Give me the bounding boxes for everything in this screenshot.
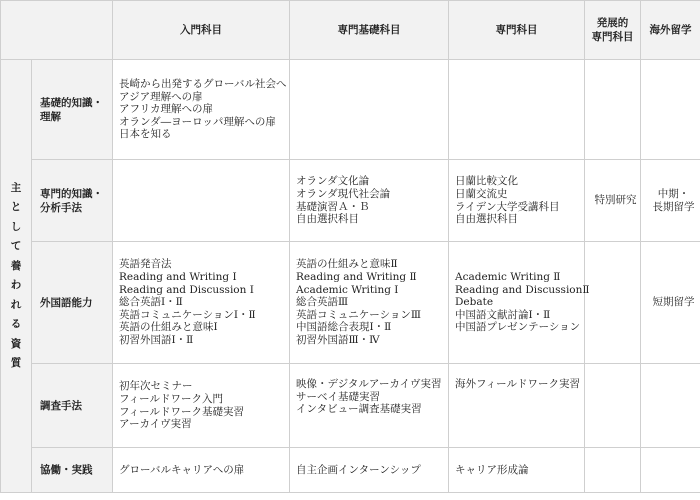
cell-basic: [290, 60, 449, 160]
table-row: [1, 60, 700, 160]
cell-abroad: [641, 448, 700, 493]
col-header-advanced-line2: 専門科目: [591, 31, 634, 43]
row-head-basic-knowledge: 基礎的知識・ 理解: [32, 60, 113, 160]
cell-abroad: [641, 364, 700, 448]
row-group-label: [1, 60, 32, 493]
cell-intro: 初年次セミナー フィールドワーク入門 フィールドワーク基礎実習 アーカイヴ実習: [113, 364, 290, 448]
cell-advanced: [585, 60, 641, 160]
cell-basic: 映像・デジタルアーカイヴ実習 サーベイ基礎実習 インタビュー調査基礎実習: [290, 364, 449, 448]
cell-abroad: 短期留学: [641, 242, 700, 364]
cell-abroad: [641, 60, 700, 160]
cell-advanced: [585, 242, 641, 364]
corner-cell: [1, 1, 113, 60]
header-row: [1, 1, 700, 60]
cell-basic: 英語の仕組みと意味Ⅱ Reading and Writing Ⅱ Academic Writing Ⅰ 総合英語Ⅲ 英語コミュニケーションⅢ 中国語総合表現Ⅰ・Ⅱ 初習外国語Ⅲ・Ⅳ: [290, 242, 449, 364]
cell-intro: [113, 160, 290, 242]
col-header-advanced-line1: 発展的: [596, 17, 629, 29]
cell-intro: 長崎から出発するグローバル社会へ アジア理解への扉 アフリカ理解への扉 オランダ―ヨーロッパ理解への扉 日本を知る: [113, 60, 290, 160]
cell-specialized: 海外フィールドワーク実習: [449, 364, 585, 448]
cell-intro: グローバルキャリアへの扉: [113, 448, 290, 493]
cell-advanced: 特別研究: [585, 160, 641, 242]
col-header-intro: 入門科目: [113, 1, 290, 60]
cell-advanced: [585, 364, 641, 448]
row-head-collaboration: 協働・実践: [32, 448, 113, 493]
cell-basic: 自主企画インターンシップ: [290, 448, 449, 493]
table-row: [1, 448, 700, 493]
row-head-language: 外国語能力: [32, 242, 113, 364]
table-row: [1, 242, 700, 364]
cell-advanced: [585, 448, 641, 493]
table-row: [1, 364, 700, 448]
cell-intro: 英語発音法 Reading and Writing Ⅰ Reading and Discussion Ⅰ 総合英語Ⅰ・Ⅱ 英語コミュニケーションⅠ・Ⅱ 英語の仕組みと意味Ⅰ 初習外国語Ⅰ・Ⅱ: [113, 242, 290, 364]
cell-abroad: 中期・ 長期留学: [641, 160, 700, 242]
col-header-advanced: [585, 1, 641, 60]
cell-specialized: キャリア形成論: [449, 448, 585, 493]
col-header-specialized: 専門科目: [449, 1, 585, 60]
row-head-research-methods: 調査手法: [32, 364, 113, 448]
cell-basic: オランダ文化論 オランダ現代社会論 基礎演習Ａ・Ｂ 自由選択科目: [290, 160, 449, 242]
col-header-study-abroad: 海外留学: [641, 1, 700, 60]
col-header-basic: 専門基礎科目: [290, 1, 449, 60]
cell-specialized: [449, 60, 585, 160]
row-head-specialized-knowledge: 専門的知識・ 分析手法: [32, 160, 113, 242]
table-row: [1, 160, 700, 242]
cell-specialized: Academic Writing Ⅱ Reading and DiscussionⅡ Debate 中国語文献討論Ⅰ・Ⅱ 中国語プレゼンテーション: [449, 242, 585, 364]
cell-specialized: 日蘭比較文化 日蘭交流史 ライデン大学受講科目 自由選択科目: [449, 160, 585, 242]
row-group-label-text: 主 と し て 養 わ れ る 資 質: [10, 181, 22, 369]
